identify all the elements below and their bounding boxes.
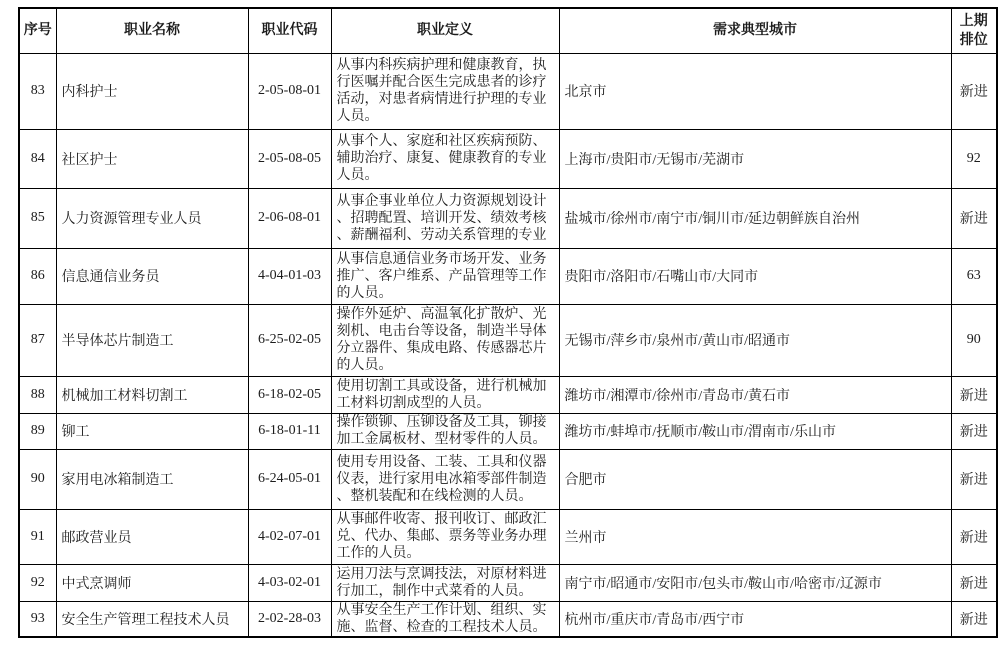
cell-demand-cities: 无锡市/萍乡市/泉州市/黄山市/昭通市	[559, 304, 951, 376]
cell-serial-no: 84	[19, 129, 56, 188]
cell-occupation-definition: 从事企事业单位人力资源规划设计、招聘配置、培训开发、绩效考核、薪酬福利、劳动关系管理的专业	[331, 188, 559, 248]
cell-occupation-definition: 从事个人、家庭和社区疾病预防、辅助治疗、康复、健康教育的专业人员。	[331, 129, 559, 188]
occupations-table	[18, 7, 998, 638]
cell-previous-rank: 92	[951, 129, 997, 188]
table-row	[19, 129, 997, 188]
cell-occupation-definition: 从事邮件收寄、报刊收订、邮政汇兑、代办、集邮、票务等业务办理工作的人员。	[331, 509, 559, 564]
cell-serial-no: 92	[19, 564, 56, 601]
table-row	[19, 376, 997, 413]
table-row	[19, 509, 997, 564]
cell-demand-cities: 南宁市/昭通市/安阳市/包头市/鞍山市/哈密市/辽源市	[559, 564, 951, 601]
cell-demand-cities: 合肥市	[559, 449, 951, 509]
cell-occupation-definition: 使用专用设备、工装、工具和仪器仪表，进行家用电冰箱零部件制造、整机装配和在线检测的人员。	[331, 449, 559, 509]
cell-occupation-name: 邮政营业员	[56, 509, 248, 564]
cell-occupation-name: 信息通信业务员	[56, 248, 248, 304]
cell-occupation-name: 中式烹调师	[56, 564, 248, 601]
cell-previous-rank: 新进	[951, 376, 997, 413]
cell-demand-cities: 北京市	[559, 53, 951, 129]
cell-demand-cities: 盐城市/徐州市/南宁市/铜川市/延边朝鲜族自治州	[559, 188, 951, 248]
col-header-serial-no: 序号	[19, 8, 56, 53]
table-row	[19, 53, 997, 129]
cell-occupation-definition: 从事安全生产工作计划、组织、实施、监督、检查的工程技术人员。	[331, 601, 559, 637]
cell-occupation-code: 4-04-01-03	[248, 248, 331, 304]
cell-previous-rank: 90	[951, 304, 997, 376]
cell-demand-cities: 兰州市	[559, 509, 951, 564]
cell-previous-rank: 新进	[951, 564, 997, 601]
cell-occupation-name: 人力资源管理专业人员	[56, 188, 248, 248]
col-header-occupation-definition: 职业定义	[331, 8, 559, 53]
cell-occupation-name: 内科护士	[56, 53, 248, 129]
cell-serial-no: 86	[19, 248, 56, 304]
cell-previous-rank: 新进	[951, 413, 997, 449]
cell-previous-rank: 新进	[951, 509, 997, 564]
cell-occupation-definition: 从事内科疾病护理和健康教育，执行医嘱并配合医生完成患者的诊疗活动，对患者病情进行护理的专业人员。	[331, 53, 559, 129]
cell-occupation-name: 铆工	[56, 413, 248, 449]
cell-serial-no: 83	[19, 53, 56, 129]
cell-occupation-definition: 操作外延炉、高温氧化扩散炉、光刻机、电击台等设备，制造半导体分立器件、集成电路、传感器芯片的人员。	[331, 304, 559, 376]
cell-serial-no: 90	[19, 449, 56, 509]
cell-occupation-code: 6-24-05-01	[248, 449, 331, 509]
cell-demand-cities: 贵阳市/洛阳市/石嘴山市/大同市	[559, 248, 951, 304]
cell-previous-rank: 新进	[951, 601, 997, 637]
col-header-demand-cities: 需求典型城市	[559, 8, 951, 53]
table-row	[19, 449, 997, 509]
cell-occupation-code: 4-03-02-01	[248, 564, 331, 601]
table-header-row	[19, 8, 997, 53]
cell-occupation-code: 6-18-02-05	[248, 376, 331, 413]
cell-occupation-name: 机械加工材料切割工	[56, 376, 248, 413]
cell-previous-rank: 新进	[951, 53, 997, 129]
cell-serial-no: 87	[19, 304, 56, 376]
cell-occupation-code: 4-02-07-01	[248, 509, 331, 564]
col-header-previous-rank: 上期排位	[951, 8, 997, 53]
cell-occupation-name: 家用电冰箱制造工	[56, 449, 248, 509]
cell-demand-cities: 潍坊市/蚌埠市/抚顺市/鞍山市/渭南市/乐山市	[559, 413, 951, 449]
table-body	[19, 53, 997, 637]
cell-occupation-code: 2-05-08-05	[248, 129, 331, 188]
cell-previous-rank: 新进	[951, 188, 997, 248]
cell-occupation-definition: 运用刀法与烹调技法，对原材料进行加工，制作中式菜肴的人员。	[331, 564, 559, 601]
cell-occupation-definition: 操作锁铆、压铆设备及工具，铆接加工金属板材、型材零件的人员。	[331, 413, 559, 449]
cell-demand-cities: 潍坊市/湘潭市/徐州市/青岛市/黄石市	[559, 376, 951, 413]
cell-occupation-name: 半导体芯片制造工	[56, 304, 248, 376]
cell-serial-no: 88	[19, 376, 56, 413]
table-row	[19, 304, 997, 376]
cell-serial-no: 93	[19, 601, 56, 637]
cell-previous-rank: 新进	[951, 449, 997, 509]
table-row	[19, 601, 997, 637]
cell-occupation-definition: 从事信息通信业务市场开发、业务推广、客户维系、产品管理等工作的人员。	[331, 248, 559, 304]
cell-serial-no: 91	[19, 509, 56, 564]
cell-occupation-code: 2-06-08-01	[248, 188, 331, 248]
cell-occupation-code: 2-02-28-03	[248, 601, 331, 637]
table-row	[19, 188, 997, 248]
cell-occupation-code: 2-05-08-01	[248, 53, 331, 129]
cell-previous-rank: 63	[951, 248, 997, 304]
table-row	[19, 564, 997, 601]
cell-occupation-name: 社区护士	[56, 129, 248, 188]
cell-serial-no: 85	[19, 188, 56, 248]
table-row	[19, 248, 997, 304]
cell-occupation-code: 6-25-02-05	[248, 304, 331, 376]
cell-occupation-code: 6-18-01-11	[248, 413, 331, 449]
cell-serial-no: 89	[19, 413, 56, 449]
cell-occupation-definition: 使用切割工具或设备，进行机械加工材料切割成型的人员。	[331, 376, 559, 413]
col-header-occupation-name: 职业名称	[56, 8, 248, 53]
table-row	[19, 413, 997, 449]
cell-demand-cities: 杭州市/重庆市/青岛市/西宁市	[559, 601, 951, 637]
cell-demand-cities: 上海市/贵阳市/无锡市/芜湖市	[559, 129, 951, 188]
col-header-occupation-code: 职业代码	[248, 8, 331, 53]
cell-occupation-name: 安全生产管理工程技术人员	[56, 601, 248, 637]
